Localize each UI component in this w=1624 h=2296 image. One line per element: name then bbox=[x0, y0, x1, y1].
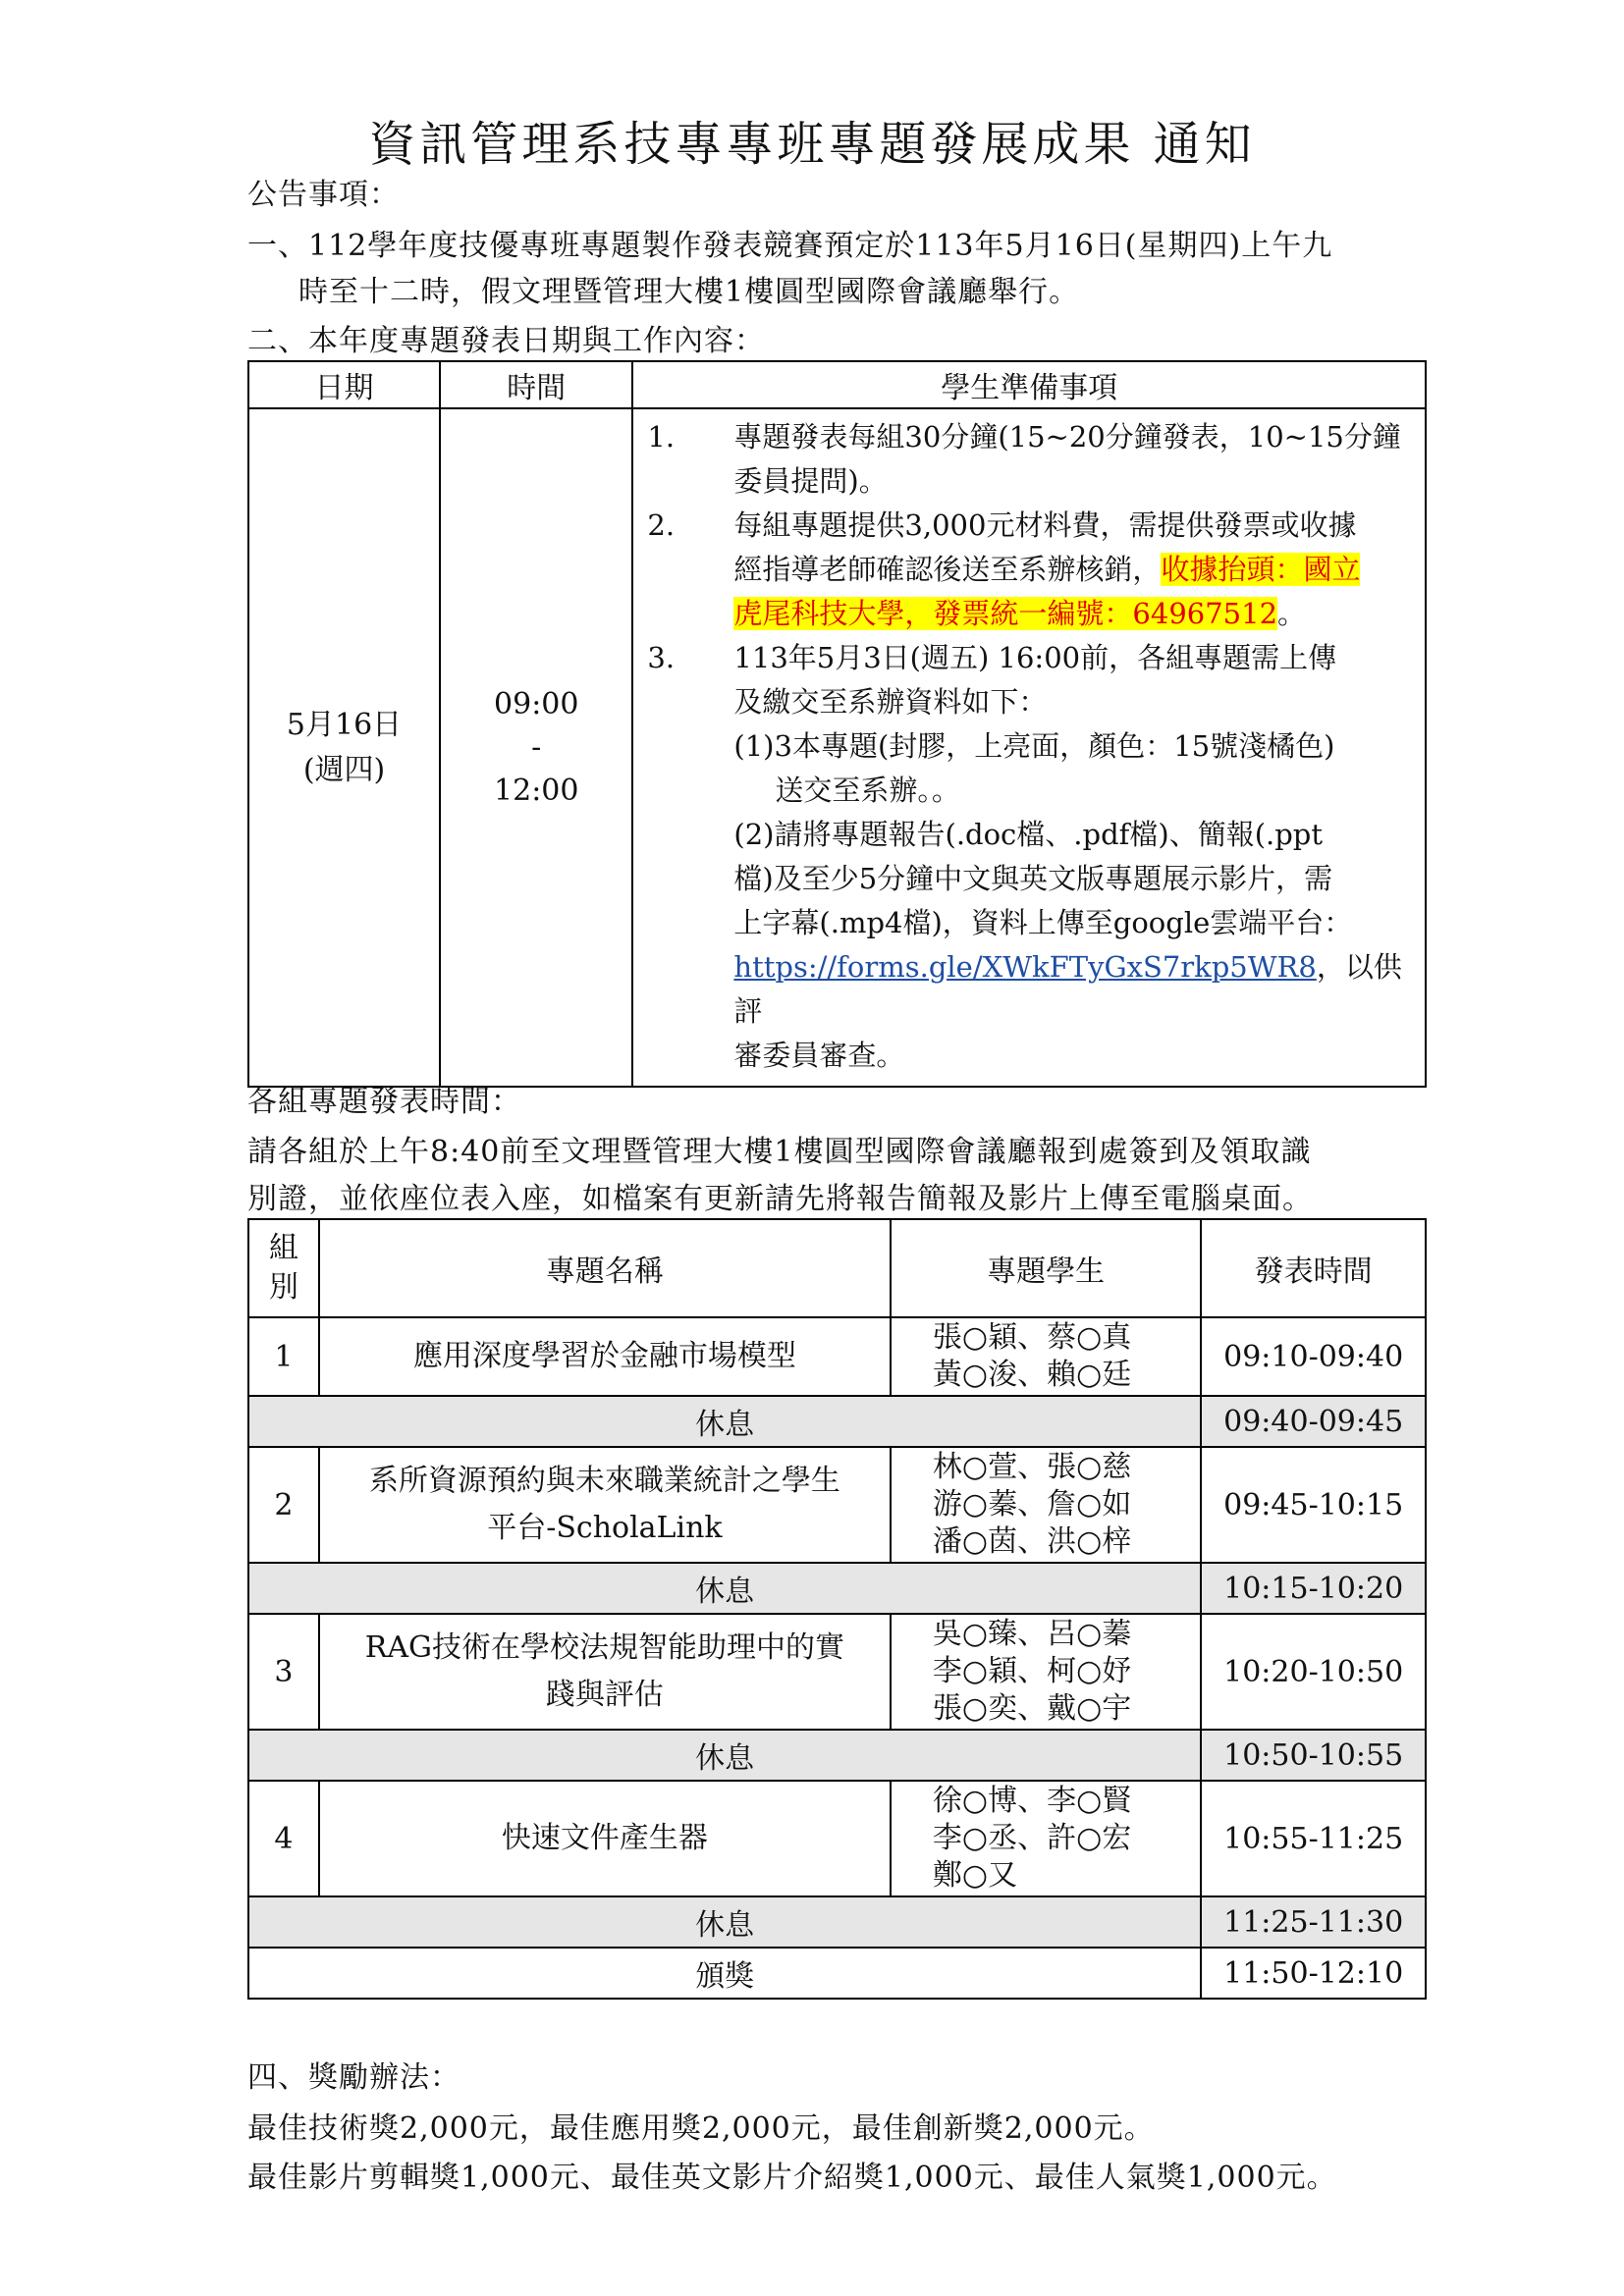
header-group-no-text: 組 別 bbox=[268, 1231, 298, 1305]
break-row bbox=[248, 1563, 1426, 1614]
announce-label: 公告事項： bbox=[247, 178, 400, 212]
prep-item-1-number: 1. bbox=[647, 420, 676, 454]
group-time: 09:10-09:40 bbox=[1201, 1317, 1426, 1396]
header-prep: 學生準備事項 bbox=[632, 361, 1426, 408]
header-students: 專題學生 bbox=[891, 1219, 1201, 1317]
invoice-title-highlight: 收據抬頭：國立 bbox=[1161, 553, 1361, 586]
break-row bbox=[248, 1730, 1426, 1781]
header-present-time: 發表時間 bbox=[1201, 1219, 1426, 1317]
item1-line2: 時至十二時，假文理暨管理大樓1樓圓型國際會議廳舉行。 bbox=[298, 275, 1080, 309]
groups-header-row bbox=[248, 1219, 1426, 1317]
prep-sub2-after-link: ，以供評 bbox=[733, 950, 1402, 1028]
header-time: 時間 bbox=[440, 361, 632, 408]
date-line2: (週四) bbox=[302, 752, 386, 787]
prep-item-1-line1: 專題發表每組30分鐘(15~20分鐘發表，10~15分鐘 bbox=[733, 420, 1401, 454]
break-time: 09:40-09:45 bbox=[1201, 1396, 1426, 1447]
item1-line1: 一、112學年度技優專班專題製作發表競賽預定於113年5月16日(星期四)上午九 bbox=[247, 229, 1333, 263]
group-number: 3 bbox=[248, 1614, 319, 1730]
group-row bbox=[248, 1781, 1426, 1896]
break-label: 休息 bbox=[248, 1896, 1201, 1948]
prep-item-2-line3 bbox=[733, 592, 1415, 636]
header-date: 日期 bbox=[248, 361, 440, 408]
groups-section-label: 各組專題發表時間： bbox=[247, 1085, 521, 1119]
schedule-header-row bbox=[248, 361, 1426, 408]
prep-sub2-line2: 檔)及至少5分鐘中文與英文版專題展示影片，需 bbox=[733, 862, 1333, 895]
upload-form-link[interactable]: https://forms.gle/XWkFTyGxS7rkp5WR8 bbox=[733, 950, 1317, 984]
prep-sub2-line3: 上字幕(.mp4檔)，資料上傳至google雲端平台： bbox=[733, 906, 1353, 939]
group-topic: 系所資源預約與未來職業統計之學生 平台-ScholaLink bbox=[319, 1447, 891, 1563]
groups-note-line2: 別證，並依座位表入座，如檔案有更新請先將報告簡報及影片上傳至電腦桌面。 bbox=[247, 1182, 1313, 1216]
prep-item-2-number: 2. bbox=[647, 508, 676, 542]
group-row bbox=[248, 1317, 1426, 1396]
group-time: 10:55-11:25 bbox=[1201, 1781, 1426, 1896]
item2-label: 二、本年度專題發表日期與工作內容： bbox=[247, 324, 765, 358]
prep-item-3 bbox=[633, 636, 1415, 1078]
prep-sub2-line5: 審委員審查。 bbox=[733, 1039, 905, 1072]
group-students: 林○萱、張○慈 游○蓁、詹○如 潘○茵、洪○梓 bbox=[891, 1447, 1201, 1563]
group-time: 10:20-10:50 bbox=[1201, 1614, 1426, 1730]
groups-table bbox=[247, 1218, 1427, 2000]
prep-item-1-line2: 委員提問)。 bbox=[733, 464, 888, 498]
break-time: 11:25-11:30 bbox=[1201, 1896, 1426, 1948]
break-label: 休息 bbox=[248, 1730, 1201, 1781]
group-row bbox=[248, 1614, 1426, 1730]
prep-item-3-number: 3. bbox=[647, 641, 676, 674]
prep-item-2-end: 。 bbox=[1277, 597, 1307, 630]
groups-body bbox=[248, 1317, 1426, 1999]
item4-label: 四、獎勵辦法： bbox=[247, 2060, 460, 2095]
prep-sub1-line1: (1)3本專題(封膠，上亮面，顏色：15號淺橘色) bbox=[733, 729, 1335, 763]
group-topic: 應用深度學習於金融市場模型 bbox=[319, 1317, 891, 1396]
prep-item-3-line1: 113年5月3日(週五) 16:00前，各組專題需上傳 bbox=[733, 641, 1337, 674]
prep-item-2 bbox=[633, 504, 1415, 636]
group-students: 吳○臻、呂○蓁 李○穎、柯○妤 張○奕、戴○宇 bbox=[891, 1614, 1201, 1730]
page-title: 資訊管理系技專專班專題發展成果 通知 bbox=[368, 117, 1256, 172]
prep-sub1-line2: 送交至系辦。。 bbox=[775, 774, 960, 807]
group-students: 徐○博、李○賢 李○丞、許○宏 鄭○又 bbox=[891, 1781, 1201, 1896]
prep-item-2-line1: 每組專題提供3,000元材料費，需提供發票或收據 bbox=[733, 508, 1357, 542]
break-label: 休息 bbox=[248, 1396, 1201, 1447]
header-group-no bbox=[248, 1219, 319, 1317]
prep-sub2-line1: (2)請將專題報告(.doc檔、.pdf檔)、簡報(.ppt bbox=[733, 818, 1324, 851]
group-topic: 快速文件產生器 bbox=[319, 1781, 891, 1896]
break-row bbox=[248, 1896, 1426, 1948]
prep-item-1 bbox=[633, 415, 1415, 504]
group-number: 2 bbox=[248, 1447, 319, 1563]
date-line1: 5月16日 bbox=[286, 707, 403, 742]
award-label: 頒獎 bbox=[248, 1948, 1201, 1999]
time-cell bbox=[440, 408, 632, 1087]
invoice-number-highlight: 虎尾科技大學，發票統一編號：64967512 bbox=[733, 597, 1278, 630]
schedule-table bbox=[247, 360, 1427, 1088]
prep-cell bbox=[632, 408, 1426, 1087]
schedule-row bbox=[248, 408, 1426, 1087]
group-time: 09:45-10:15 bbox=[1201, 1447, 1426, 1563]
break-label: 休息 bbox=[248, 1563, 1201, 1614]
group-students: 張○穎、蔡○真 黃○浚、賴○廷 bbox=[891, 1317, 1201, 1396]
reward-line1: 最佳技術獎2,000元，最佳應用獎2,000元，最佳創新獎2,000元。 bbox=[247, 2111, 1155, 2146]
break-time: 10:50-10:55 bbox=[1201, 1730, 1426, 1781]
reward-line2: 最佳影片剪輯獎1,000元、最佳英文影片介紹獎1,000元、最佳人氣獎1,000元。 bbox=[247, 2161, 1337, 2195]
date-cell bbox=[248, 408, 440, 1087]
prep-sub2-line4 bbox=[733, 945, 1415, 1034]
group-number: 1 bbox=[248, 1317, 319, 1396]
group-row bbox=[248, 1447, 1426, 1563]
header-topic: 專題名稱 bbox=[319, 1219, 891, 1317]
break-time: 10:15-10:20 bbox=[1201, 1563, 1426, 1614]
time-sep: - bbox=[531, 729, 542, 765]
group-number: 4 bbox=[248, 1781, 319, 1896]
prep-item-2-line2-text: 經指導老師確認後送至系辦核銷， bbox=[733, 553, 1162, 586]
time-start: 09:00 bbox=[494, 686, 579, 721]
group-topic: RAG技術在學校法規智能助理中的實 踐與評估 bbox=[319, 1614, 891, 1730]
award-time: 11:50-12:10 bbox=[1201, 1948, 1426, 1999]
award-row bbox=[248, 1948, 1426, 1999]
prep-item-2-line2 bbox=[733, 548, 1415, 592]
time-end: 12:00 bbox=[494, 773, 579, 808]
prep-item-3-line2: 及繳交至系辦資料如下： bbox=[733, 685, 1048, 719]
break-row bbox=[248, 1396, 1426, 1447]
groups-note-line1: 請各組於上午8:40前至文理暨管理大樓1樓圓型國際會議廳報到處簽到及領取識 bbox=[247, 1135, 1312, 1169]
